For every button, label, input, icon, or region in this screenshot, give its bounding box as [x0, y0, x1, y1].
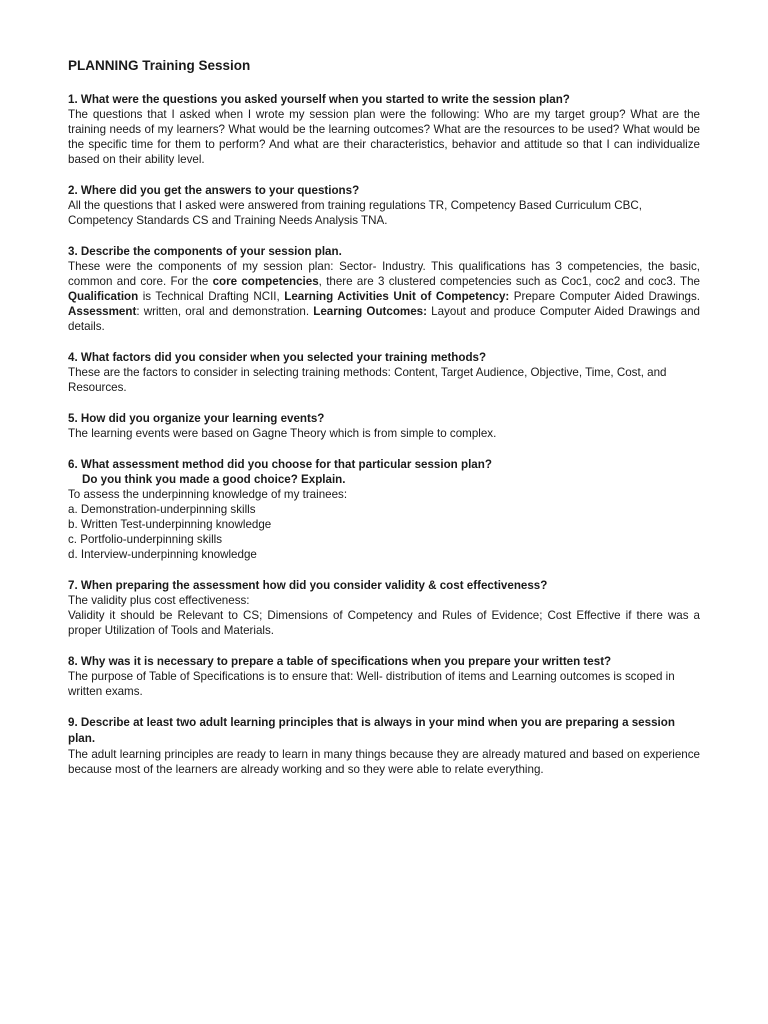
answer-5: The learning events were based on Gagne Theory which is from simple to complex.	[68, 427, 497, 440]
section-5	[68, 411, 700, 441]
question-6: 6. What assessment method did you choose for that particular session plan?	[68, 458, 492, 471]
question-6-sub: Do you think you made a good choice? Explain.	[82, 473, 346, 486]
section-2	[68, 183, 700, 228]
section-8	[68, 654, 700, 699]
document-page	[68, 57, 700, 793]
question-3: 3. Describe the components of your session plan.	[68, 245, 342, 258]
answer-3-text-5: : written, oral and demonstration.	[136, 305, 314, 318]
answer-3-text-4: Prepare Computer Aided Drawings.	[509, 290, 700, 303]
answer-3-text-3: is Technical Drafting NCII,	[138, 290, 285, 303]
question-8: 8. Why was it is necessary to prepare a table of specifications when you prepare your written test?	[68, 655, 612, 668]
question-4: 4. What factors did you consider when you selected your training methods?	[68, 351, 487, 364]
section-6	[68, 457, 700, 562]
section-7	[68, 578, 700, 638]
question-5: 5. How did you organize your learning events?	[68, 412, 325, 425]
section-4	[68, 350, 700, 395]
answer-3-bold-learning-outcomes: Learning Outcomes:	[313, 305, 427, 318]
answer-3-bold-assessment: Assessment	[68, 305, 137, 318]
question-9: 9. Describe at least two adult learning principles that is always in your mind when you are preparing a session plan.	[68, 716, 675, 745]
answer-3-text-2: , there are 3 clustered competencies such as Coc1, coc2 and coc3. The	[318, 275, 700, 288]
question-7: 7. When preparing the assessment how did you consider validity & cost effectiveness?	[68, 579, 548, 592]
answer-3-bold-learning-activities: Learning Activities Unit of Competency:	[284, 290, 510, 303]
question-2: 2. Where did you get the answers to your questions?	[68, 184, 360, 197]
section-9	[68, 715, 700, 777]
answer-3-bold-qualification: Qualification	[68, 290, 139, 303]
answer-3	[68, 259, 700, 334]
answer-7: The validity plus cost effectiveness:	[68, 594, 250, 607]
question-1: 1. What were the questions you asked yourself when you started to write the session plan?	[68, 93, 570, 106]
section-3	[68, 244, 700, 334]
answer-9: The adult learning principles are ready to learn in many things because they are already matured and based on experience because most of the learners are already working and so they were able to relate everything.	[68, 748, 700, 776]
answer-7-detail: Validity it should be Relevant to CS; Dimensions of Competency and Rules of Evidence; Cost Effective if there was a proper Utilization of Tools and Materials.	[68, 609, 700, 637]
section-1	[68, 92, 700, 167]
answer-3-text-1: These were the components of my session plan: Sector- Industry. This qualifications has 3 competencies, the basic, common and core. For the	[68, 260, 700, 288]
answer-8: The purpose of Table of Specifications is to ensure that: Well- distribution of items and Learning outcomes is scoped in written exams.	[68, 670, 675, 698]
document-title: PLANNING Training Session	[68, 58, 251, 73]
answer-2: All the questions that I asked were answered from training regulations TR, Competency Based Curriculum CBC, Competency Standards CS and Training Needs Analysis TNA.	[68, 199, 642, 227]
list-item: a. Demonstration-underpinning skills	[68, 503, 256, 516]
list-item: d. Interview-underpinning knowledge	[68, 548, 257, 561]
answer-6: To assess the underpinning knowledge of my trainees:	[68, 488, 348, 501]
answer-3-bold-core-competencies: core competencies	[212, 275, 319, 288]
answer-1: The questions that I asked when I wrote my session plan were the following: Who are my target group? What are the training needs of my learners? What would be the learning outcomes? What are the resources to be used? What would be the specific time for them to perform? And what are their characteristics, behavior and attitude so that I can individualize based on their ability level.	[68, 108, 700, 166]
answer-4: These are the factors to consider in selecting training methods: Content, Target Audience, Objective, Time, Cost, and Resources.	[68, 366, 667, 394]
list-item: c. Portfolio-underpinning skills	[68, 533, 223, 546]
list-item: b. Written Test-underpinning knowledge	[68, 518, 272, 531]
answer-3-text-6: Layout and produce Computer Aided Drawings and details.	[68, 305, 701, 333]
